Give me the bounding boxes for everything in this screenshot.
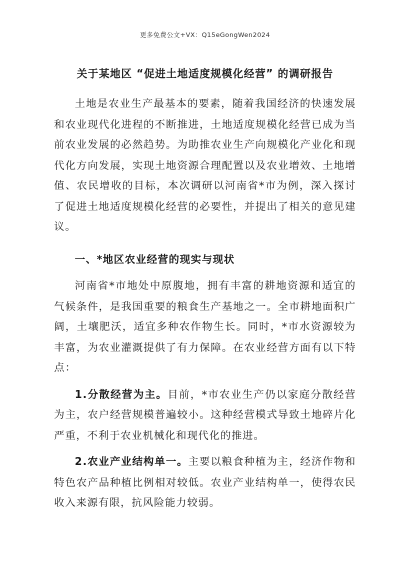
section-paragraph: 河南省*市地处中原腹地，拥有丰富的耕地资源和适宜的气候条件，是我国重要的粮食生产基地之一。全市耕地面积广阔，土壤肥沃，适宜多种农作物生长。同时，*市水资源较为丰富，为农业灌溉提供了有力保障。在农业经营方面有以下特点：	[54, 280, 356, 374]
document-title: 关于某地区 “促进土地适度规模化经营” 的调研报告	[76, 68, 334, 80]
spacer	[54, 238, 356, 244]
header-note: 更多免费公文+VX：Q15eGongWen2024	[139, 31, 271, 39]
list-item	[54, 385, 356, 447]
document-body	[54, 94, 356, 514]
list-item-text: 主要以粮食种植为主，经济作物和特色农产品种植比例相对较低。农业产业结构单一，使得农民收入来源有限，抗风险能力较弱。	[54, 456, 356, 509]
intro-paragraph: 土地是农业生产最基本的要素，随着我国经济的快速发展和农业现代化进程的不断推进，土地适度规模化经营已成为当前农业发展的必然趋势。为助推农业生产向规模化产业化和现代化方向发展，实现土地资源合理配置以及农业增效、土地增值、农民增收的目标，本次调研以河南省*市为例，深入探讨了促进土地适度规模化经营的必要性，并提出了相关的意见建议。	[54, 98, 356, 233]
list-item-title: 2.农业产业结构单一。	[74, 456, 189, 468]
list-item	[54, 452, 356, 514]
list-item-title: 1.分散经营为主。	[74, 388, 168, 401]
section-heading: 一、*地区农业经营的现实与现状	[74, 253, 235, 266]
list-item-text: 目前，*市农业生产仍以家庭分散经营为主，农户经营规模普遍较小。这种经营模式导致土地碎片化严重，不利于农业机械化和现代化的推进。	[54, 388, 356, 442]
